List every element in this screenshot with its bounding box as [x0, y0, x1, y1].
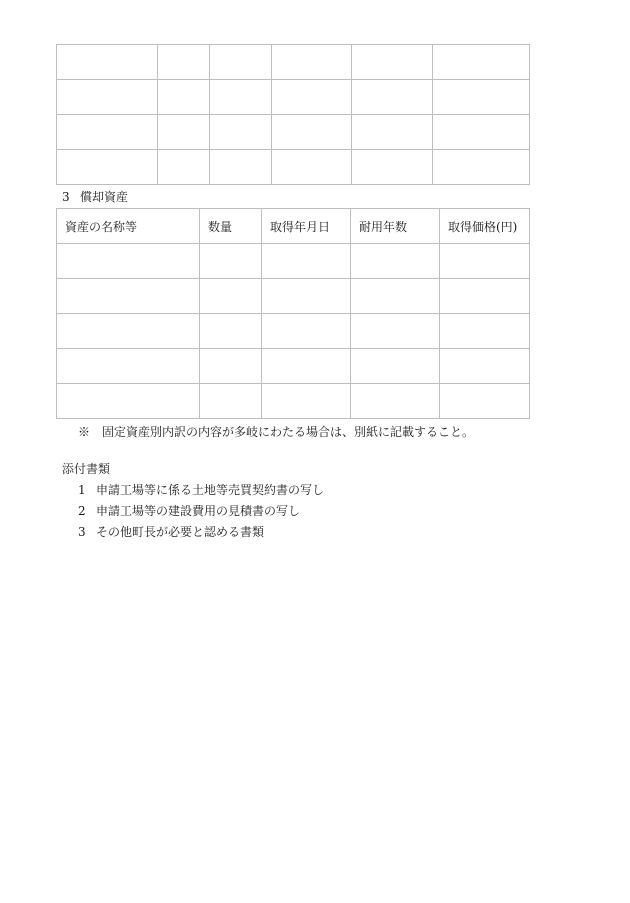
table-cell: [351, 384, 440, 419]
item-number: 1: [78, 483, 86, 497]
table-cell: [262, 384, 351, 419]
table-row: [57, 80, 530, 115]
attachments-title: 添付書類: [62, 462, 111, 476]
table-cell: [351, 244, 440, 279]
table-cell: [262, 244, 351, 279]
item-text: 申請工場等の建設費用の見積書の写し: [96, 504, 301, 518]
item-number: 2: [78, 504, 86, 518]
table-cell: [433, 115, 530, 150]
table-cell: [57, 314, 200, 349]
table-cell: [262, 349, 351, 384]
table-cell: [158, 80, 210, 115]
table-cell: [352, 150, 433, 185]
table-cell: [57, 45, 158, 80]
table-row: [57, 45, 530, 80]
table-cell: [440, 279, 530, 314]
table-cell: [200, 244, 262, 279]
table-cell: [440, 349, 530, 384]
header-quantity: 数量: [200, 209, 262, 244]
table-cell: [57, 150, 158, 185]
table-row: [57, 244, 530, 279]
header-asset-name: 資産の名称等: [57, 209, 200, 244]
section-title-text: 償却資産: [80, 190, 129, 204]
table-cell: [200, 384, 262, 419]
table-cell: [433, 80, 530, 115]
table-cell: [272, 45, 352, 80]
table-row: [57, 349, 530, 384]
table-cell: [433, 150, 530, 185]
item-text: その他町長が必要と認める書類: [96, 525, 265, 539]
table-row: [57, 115, 530, 150]
table-cell: [351, 349, 440, 384]
table-cell: [57, 384, 200, 419]
header-acquisition-price: 取得価格(円): [440, 209, 530, 244]
continued-asset-table: [56, 44, 530, 185]
table-row: [57, 279, 530, 314]
table-cell: [440, 244, 530, 279]
table-cell: [158, 115, 210, 150]
header-useful-life: 耐用年数: [351, 209, 440, 244]
table-row: [57, 384, 530, 419]
note-text: ※ 固定資産別内訳の内容が多岐にわたる場合は、別紙に記載すること。: [78, 425, 475, 439]
table-cell: [262, 314, 351, 349]
table-cell: [262, 279, 351, 314]
table-cell: [200, 314, 262, 349]
table-cell: [57, 244, 200, 279]
header-acquisition-date: 取得年月日: [262, 209, 351, 244]
table-cell: [351, 279, 440, 314]
table-cell: [440, 314, 530, 349]
section-number: 3: [62, 190, 70, 204]
table-cell: [158, 45, 210, 80]
table-cell: [272, 80, 352, 115]
table-row: [57, 314, 530, 349]
table-cell: [57, 115, 158, 150]
item-text: 申請工場等に係る土地等売買契約書の写し: [96, 483, 325, 497]
list-item: [78, 503, 324, 524]
table-cell: [210, 80, 272, 115]
table-cell: [210, 115, 272, 150]
table-cell: [352, 45, 433, 80]
list-item: [78, 482, 324, 503]
depreciable-asset-table: [56, 208, 530, 419]
item-number: 3: [78, 525, 86, 539]
table-cell: [200, 349, 262, 384]
table-cell: [57, 80, 158, 115]
table-cell: [352, 115, 433, 150]
table-cell: [433, 45, 530, 80]
table-cell: [57, 349, 200, 384]
table-header-row: [57, 209, 530, 244]
table-cell: [210, 150, 272, 185]
table-cell: [272, 115, 352, 150]
list-item: [78, 524, 324, 545]
table-cell: [440, 384, 530, 419]
section-title: [62, 188, 128, 205]
table-cell: [272, 150, 352, 185]
table-cell: [210, 45, 272, 80]
table-cell: [351, 314, 440, 349]
table-cell: [57, 279, 200, 314]
attachments-list: [78, 482, 324, 545]
table-cell: [200, 279, 262, 314]
table-row: [57, 150, 530, 185]
table-cell: [158, 150, 210, 185]
table-cell: [352, 80, 433, 115]
